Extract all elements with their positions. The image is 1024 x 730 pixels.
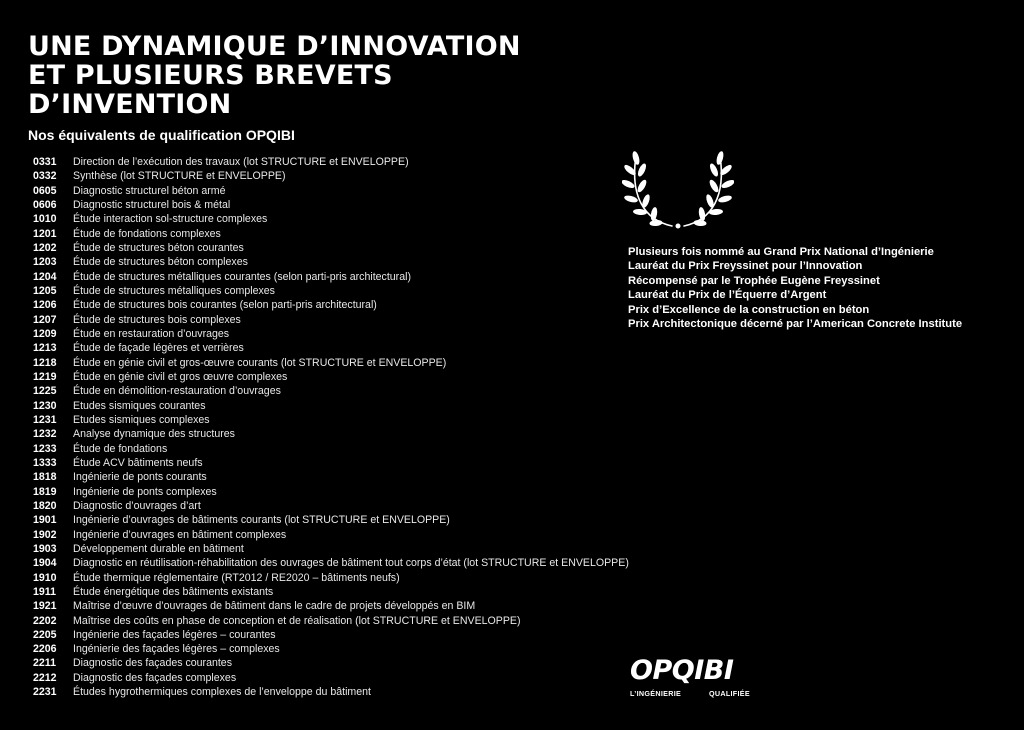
- qualification-item: [33, 399, 629, 413]
- qualification-code: 1910: [33, 571, 57, 584]
- section-subtitle: Nos équivalents de qualification OPQIBI: [28, 127, 295, 143]
- qualification-item: [33, 413, 629, 427]
- logo-wordmark: OPQIBI: [630, 655, 734, 686]
- qualification-label: Maîtrise des coûts en phase de conception et de réalisation (lot STRUCTURE et ENVELOPPE): [73, 614, 521, 627]
- qualification-code: 2231: [33, 686, 57, 699]
- qualification-label: Maîtrise d’œuvre d’ouvrages de bâtiment dans le cadre de projets développés en BIM: [73, 600, 476, 613]
- qualification-item: [33, 485, 629, 499]
- awards-list: [628, 245, 962, 331]
- qualification-code: 2205: [33, 628, 57, 641]
- laurel-wreath-icon: [622, 148, 734, 232]
- title-line: D’INVENTION: [28, 89, 232, 120]
- qualification-item: [33, 614, 629, 628]
- qualification-label: Développement durable en bâtiment: [73, 542, 244, 555]
- qualification-code: 1819: [33, 485, 57, 498]
- qualification-code: 1233: [33, 442, 57, 455]
- qualification-item: [33, 155, 629, 169]
- award-item: Lauréat du Prix de l’Équerre d’Argent: [628, 289, 827, 302]
- qualification-item: [33, 169, 629, 183]
- qualification-code: 1903: [33, 542, 57, 555]
- opqibi-logo: [630, 656, 750, 702]
- qualification-label: Diagnostic d’ouvrages d’art: [73, 499, 201, 512]
- qualification-label: Étude de structures béton complexes: [73, 256, 248, 269]
- qualification-code: 1205: [33, 284, 57, 297]
- qualification-item: [33, 270, 629, 284]
- qualification-code: 1213: [33, 342, 57, 355]
- qualification-label: Ingénierie de ponts courants: [73, 471, 207, 484]
- page-title: [28, 32, 521, 119]
- qualification-code: 1204: [33, 270, 57, 283]
- qualification-code: 0605: [33, 184, 57, 197]
- qualification-code: 0331: [33, 156, 57, 168]
- qualification-item: [33, 470, 629, 484]
- qualification-label: Ingénierie des façades légères – complexes: [73, 643, 280, 656]
- qualification-code: 1201: [33, 227, 57, 240]
- qualification-label: Étude de structures bois courantes (selon parti-pris architectural): [73, 299, 377, 312]
- qualification-item: [33, 313, 629, 327]
- logo-tagline-left: L’INGÉNIERIE: [630, 689, 682, 698]
- qualification-code: 1333: [33, 456, 57, 469]
- title-line: UNE DYNAMIQUE D’INNOVATION: [28, 31, 521, 62]
- qualification-code: 0606: [33, 198, 57, 211]
- qualification-label: Analyse dynamique des structures: [73, 428, 235, 441]
- qualification-label: Synthèse (lot STRUCTURE et ENVELOPPE): [73, 170, 286, 183]
- qualification-item: [33, 284, 629, 298]
- qualification-label: Etudes sismiques complexes: [73, 413, 210, 426]
- qualification-code: 0332: [33, 170, 57, 183]
- qualification-code: 1225: [33, 385, 57, 398]
- qualification-code: 2211: [33, 657, 56, 670]
- qualification-label: Étude de structures métalliques courantes (selon parti-pris architectural): [73, 270, 411, 283]
- qualification-label: Étude de structures béton courantes: [73, 241, 244, 254]
- qualification-item: [33, 571, 629, 585]
- qualification-code: 1231: [33, 413, 57, 426]
- qualification-label: Étude en restauration d’ouvrages: [73, 327, 230, 340]
- qualification-item: [33, 212, 629, 226]
- qualification-item: [33, 356, 629, 370]
- qualification-code: 2212: [33, 671, 57, 684]
- qualification-label: Diagnostic des façades complexes: [73, 671, 237, 684]
- qualification-item: [33, 556, 629, 570]
- qualification-label: Diagnostic des façades courantes: [73, 657, 232, 670]
- award-item: Récompensé par le Trophée Eugène Freyssinet: [628, 274, 880, 287]
- qualification-code: 1010: [33, 213, 57, 226]
- qualification-label: Ingénierie d’ouvrages en bâtiment complexes: [73, 528, 287, 541]
- qualification-label: Étude de façade légères et verrières: [73, 342, 244, 355]
- qualification-item: [33, 542, 629, 556]
- qualification-item: [33, 184, 629, 198]
- qualification-code: 1206: [33, 299, 57, 312]
- qualification-code: 1921: [33, 600, 57, 613]
- qualification-code: 2206: [33, 643, 57, 656]
- qualification-label: Diagnostic en réutilisation-réhabilitation des ouvrages de bâtiment tout corps d’état (lot STRUCTURE et ENVELOPPE): [73, 557, 629, 570]
- qualification-label: Diagnostic structurel béton armé: [73, 184, 226, 197]
- qualification-code: 1219: [33, 370, 57, 383]
- logo-tagline: [630, 689, 750, 698]
- award-item: Prix Architectonique décerné par l’American Concrete Institute: [628, 318, 963, 331]
- title-line: ET PLUSIEURS BREVETS: [28, 60, 393, 91]
- qualification-item: [33, 599, 629, 613]
- qualification-item: [33, 642, 629, 656]
- qualification-label: Ingénierie de ponts complexes: [73, 485, 217, 498]
- award-item: Prix d’Excellence de la construction en béton: [628, 303, 870, 316]
- award-item: Lauréat du Prix Freyssinet pour l’Innovation: [628, 260, 863, 273]
- qualification-label: Étude en démolition-restauration d’ouvrages: [73, 385, 281, 398]
- qualification-code: 1207: [33, 313, 57, 326]
- award-item: Plusieurs fois nommé au Grand Prix National d’Ingénierie: [628, 246, 934, 258]
- qualification-label: Étude thermique réglementaire (RT2012 / RE2020 – bâtiments neufs): [73, 571, 400, 584]
- qualification-label: Étude en génie civil et gros-œuvre courants (lot STRUCTURE et ENVELOPPE): [73, 356, 447, 369]
- qualification-code: 1820: [33, 499, 57, 512]
- qualification-item: [33, 528, 629, 542]
- qualification-item: [33, 198, 629, 212]
- qualification-item: [33, 255, 629, 269]
- qualification-item: [33, 341, 629, 355]
- qualification-code: 1218: [33, 356, 57, 369]
- qualification-label: Étude ACV bâtiments neufs: [73, 456, 203, 469]
- qualification-code: 1209: [33, 327, 57, 340]
- qualification-label: Diagnostic structurel bois & métal: [73, 198, 231, 211]
- qualification-code: 1202: [33, 241, 57, 254]
- qualification-item: [33, 227, 629, 241]
- qualification-code: 1230: [33, 399, 57, 412]
- qualification-item: [33, 456, 629, 470]
- qualification-item: [33, 685, 629, 699]
- qualification-code: 1911: [33, 585, 56, 598]
- qualification-item: [33, 628, 629, 642]
- logo-tagline-right: QUALIFIÉE: [708, 689, 750, 698]
- qualification-code: 1904: [33, 557, 57, 570]
- qualification-label: Étude de structures métalliques complexes: [73, 284, 275, 297]
- qualification-label: Étude en génie civil et gros œuvre complexes: [73, 370, 288, 383]
- qualification-item: [33, 241, 629, 255]
- qualification-list: [33, 155, 629, 699]
- qualification-label: Ingénierie d’ouvrages de bâtiments courants (lot STRUCTURE et ENVELOPPE): [73, 514, 450, 527]
- qualification-item: [33, 585, 629, 599]
- qualification-item: [33, 656, 629, 670]
- qualification-item: [33, 671, 629, 685]
- qualification-code: 1232: [33, 428, 57, 441]
- qualification-item: [33, 513, 629, 527]
- qualification-label: Étude interaction sol-structure complexes: [73, 213, 268, 226]
- qualification-item: [33, 442, 629, 456]
- qualification-label: Etudes sismiques courantes: [73, 399, 206, 412]
- qualification-item: [33, 427, 629, 441]
- qualification-code: 1818: [33, 471, 57, 484]
- qualification-code: 1203: [33, 256, 57, 269]
- qualification-item: [33, 499, 629, 513]
- qualification-item: [33, 370, 629, 384]
- qualification-label: Études hygrothermiques complexes de l’enveloppe du bâtiment: [73, 686, 371, 699]
- qualification-code: 2202: [33, 614, 57, 627]
- qualification-item: [33, 298, 629, 312]
- qualification-label: Étude de fondations complexes: [73, 227, 221, 240]
- qualification-label: Ingénierie des façades légères – courantes: [73, 628, 276, 641]
- qualification-label: Direction de l’exécution des travaux (lot STRUCTURE et ENVELOPPE): [73, 156, 409, 168]
- qualification-code: 1902: [33, 528, 57, 541]
- qualification-item: [33, 327, 629, 341]
- qualification-item: [33, 384, 629, 398]
- qualification-label: Étude énergétique des bâtiments existants: [73, 585, 274, 598]
- qualification-label: Étude de structures bois complexes: [73, 313, 241, 326]
- qualification-label: Étude de fondations: [73, 442, 168, 455]
- qualification-code: 1901: [33, 514, 57, 527]
